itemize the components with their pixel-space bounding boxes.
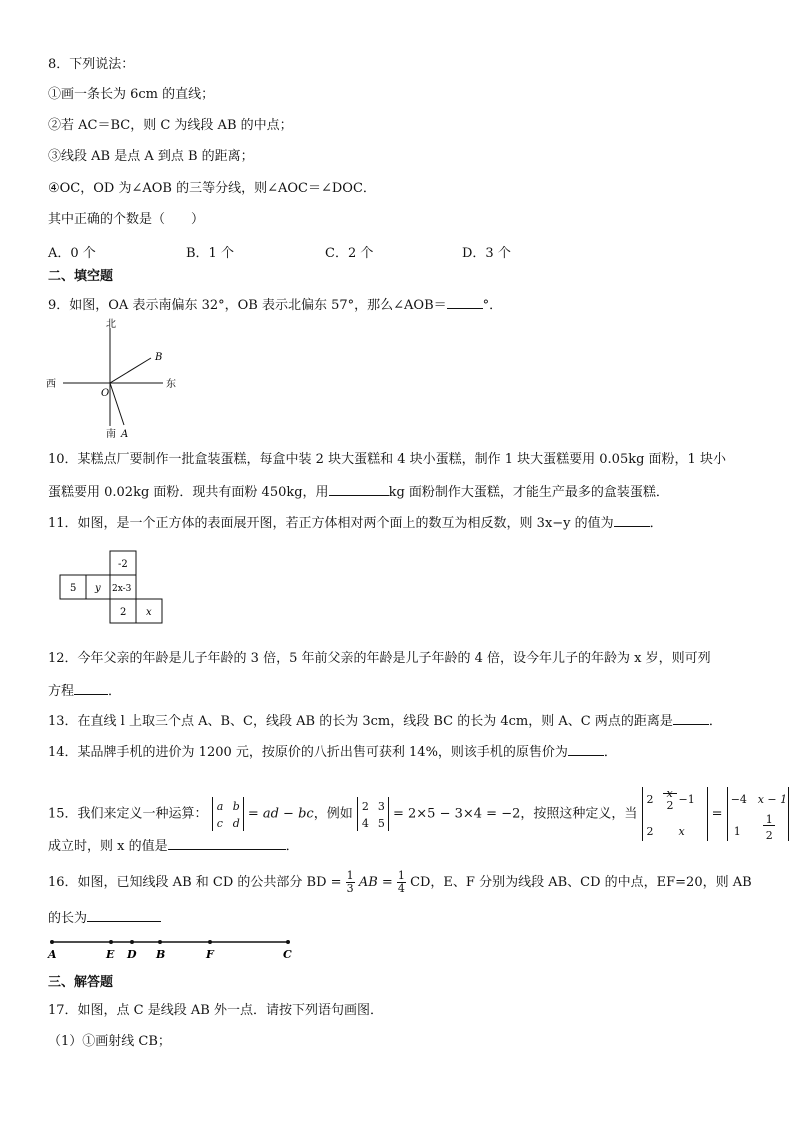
- cell-left1: 5: [70, 583, 77, 594]
- determinant-lhs: 2 x 2 −1 2 x: [642, 787, 708, 841]
- point-f: F: [206, 948, 214, 961]
- q12-line-1: 12．今年父亲的年龄是儿子年龄的 3 倍，5 年前父亲的年龄是儿子年龄的 4 倍，设今年儿子的年龄为 x 岁，则可列: [48, 651, 711, 666]
- q13-text: 13．在直线 l 上取三个点 A、B、C，线段 AB 的长为 3cm，线段 BC 的长为 4cm，则 A、C 两点的距离是 ．: [48, 711, 722, 731]
- q11-text: 11．如图，是一个正方体的表面展开图，若正方体相对两个面上的数互为相反数，则 3x−y 的值为 ．: [48, 513, 663, 533]
- point-e: E: [106, 948, 115, 961]
- point-a: A: [48, 948, 57, 961]
- q16-segment-figure: [44, 934, 304, 964]
- point-b: B: [156, 948, 166, 961]
- label-west: 西: [46, 379, 56, 390]
- determinant-example: 2 3 4 5: [357, 797, 389, 831]
- q8-option-d: D．3 个: [462, 246, 511, 261]
- section-title-solve: 三、解答题: [48, 975, 114, 990]
- determinant-definition: a b c d: [212, 797, 244, 831]
- q8-statement-4: ④OC，OD 为∠AOB 的三等分线，则∠AOC＝∠DOC．: [48, 181, 376, 196]
- cell-right: x: [146, 607, 152, 618]
- q8-statement-2: ②若 AC＝BC，则 C 为线段 AB 的中点；: [48, 118, 293, 133]
- q11-cube-net: [58, 550, 168, 630]
- cell-below: 2: [120, 607, 127, 618]
- cell-top: -2: [118, 559, 128, 570]
- label-east: 东: [166, 379, 176, 390]
- label-south: 南: [106, 429, 116, 440]
- label-b: B: [155, 352, 163, 363]
- q8-stem: 8．下列说法：: [48, 57, 135, 72]
- q10-line-2: 蛋糕要用 0.02kg 面粉．现共有面粉 450kg，用 kg 面粉制作大蛋糕，才能生产最多的盒装蛋糕．: [48, 482, 669, 502]
- q8-option-c: C．2 个: [325, 246, 374, 261]
- point-c: C: [283, 948, 292, 961]
- q15-line-1: 15．我们来定义一种运算： a b c d = ad − bc，例如 2 3 4 5 = 2×5 − 3×4 = −2，按照这种定义，当 2 x 2 −1 2 x = −4 x − 1 1 1 2: [48, 787, 788, 842]
- label-north: 北: [106, 319, 116, 330]
- cell-center: 2x-3: [112, 584, 132, 594]
- label-a: A: [121, 429, 129, 440]
- q16-line-1: 16．如图，已知线段 AB 和 CD 的公共部分 BD = $\frac{1}{3}$ AB = $\frac{1}{4}$ CD，E、F 分别为线段 AB、CD 的中点，EF=20，则 AB: [48, 869, 752, 895]
- q8-option-b: B．1 个: [186, 246, 234, 261]
- q15-line-2: 成立时，则 x 的值是 ．: [48, 836, 299, 856]
- determinant-rhs: −4 x − 1 1 1 2: [727, 787, 789, 841]
- section-title-fill-in: 二、填空题: [48, 269, 114, 284]
- q9-text: 9．如图，OA 表示南偏东 32°，OB 表示北偏东 57°，那么∠AOB＝ °．: [48, 295, 502, 315]
- q8-statement-3: ③线段 AB 是点 A 到点 B 的距离；: [48, 149, 254, 164]
- cell-left2: y: [95, 583, 101, 594]
- point-d: D: [127, 948, 137, 961]
- q9-compass-figure: [40, 318, 190, 443]
- q16-line-2: 的长为: [48, 908, 161, 928]
- q8-statement-1: ①画一条长为 6cm 的直线；: [48, 87, 215, 102]
- q14-text: 14．某品牌手机的进价为 1200 元，按原价的八折出售可获利 14%，则该手机的原售价为 ．: [48, 742, 617, 762]
- q8-option-a: A．0 个: [48, 246, 96, 261]
- q17-stem: 17．如图，点 C 是线段 AB 外一点．请按下列语句画图．: [48, 1003, 383, 1018]
- q10-line-1: 10．某糕点厂要制作一批盒装蛋糕，每盒中装 2 块大蛋糕和 4 块小蛋糕，制作 1 块大蛋糕要用 0.05kg 面粉，1 块小: [48, 452, 726, 467]
- q17-part-1: （1）①画射线 CB；: [48, 1034, 171, 1049]
- q8-question: 其中正确的个数是（ ）: [48, 212, 205, 227]
- label-o: O: [101, 388, 110, 399]
- q12-line-2: 方程 ．: [48, 681, 121, 701]
